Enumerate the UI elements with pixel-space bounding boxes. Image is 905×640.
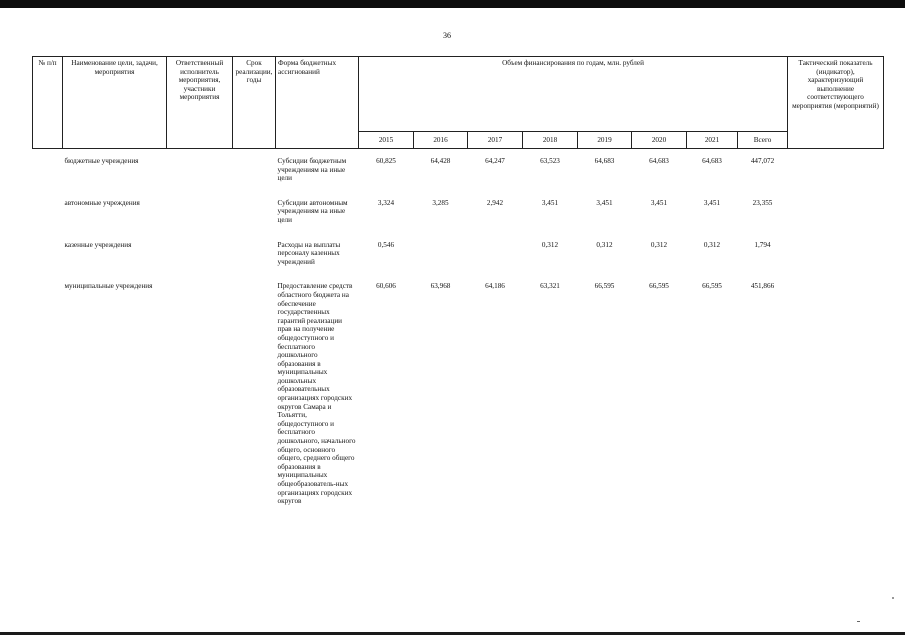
header-year: 2015 — [359, 132, 414, 149]
header-responsible: Ответственный исполнитель мероприятия, участники мероприятия — [167, 57, 233, 149]
header-year: 2021 — [687, 132, 738, 149]
scan-speck — [857, 621, 860, 622]
header-indicator: Тактический показатель (индикатор), характеризующий выполнение соответствующего мероприятия (мероприятий) — [788, 57, 884, 149]
value-cell — [468, 233, 523, 275]
row-indicator — [788, 233, 884, 275]
table-row — [33, 191, 884, 233]
value-cell: 0,312 — [596, 240, 613, 249]
table-row — [33, 274, 884, 513]
value-cell: 63,968 — [430, 282, 451, 291]
row-responsible — [167, 149, 233, 191]
row-term — [233, 191, 276, 233]
value-cell — [414, 233, 468, 275]
header-year: 2017 — [468, 132, 523, 149]
row-responsible — [167, 233, 233, 275]
value-cell: 3,451 — [703, 198, 721, 207]
value-cell: 2,942 — [486, 198, 504, 207]
row-responsible — [167, 191, 233, 233]
value-cell: 64,683 — [649, 157, 669, 165]
row-term — [233, 274, 276, 513]
value-cell: 3,285 — [432, 198, 449, 207]
table-row — [33, 149, 884, 191]
row-num — [33, 191, 63, 233]
row-term — [233, 233, 276, 275]
header-year: 2020 — [632, 132, 687, 149]
header-num: № п/п — [33, 57, 63, 149]
value-cell: 66,595 — [594, 282, 615, 291]
row-indicator — [788, 149, 884, 191]
value-cell: 63,321 — [540, 282, 560, 291]
header-year-total: Всего — [738, 132, 788, 149]
total-cell: 1,794 — [754, 240, 771, 249]
row-form: Расходы на выплаты персоналу казенных учреждений — [277, 240, 341, 266]
value-cell: 63,523 — [540, 157, 560, 165]
value-cell: 3,451 — [596, 198, 613, 207]
header-year: 2018 — [523, 132, 578, 149]
header-name: Наименование цели, задачи, мероприятия — [63, 57, 167, 149]
scan-speck — [892, 597, 894, 599]
row-indicator — [788, 274, 884, 513]
value-cell: 64,186 — [485, 282, 505, 291]
value-cell: 0,312 — [703, 240, 721, 249]
row-form: Субсидии бюджетным учреждениям на иные цели — [277, 157, 347, 183]
total-cell: 23,355 — [752, 198, 773, 207]
value-cell: 64,683 — [702, 157, 722, 165]
header-row — [33, 57, 884, 132]
row-name: казенные учреждения — [64, 240, 132, 249]
page-number: 36 — [443, 31, 451, 40]
row-num — [33, 149, 63, 191]
header-form: Форма бюджетных ассигнований — [276, 57, 359, 149]
value-cell: 64,247 — [485, 157, 505, 165]
header-volume: Объем финансирования по годам, млн. рублей — [359, 57, 788, 132]
row-name: бюджетные учреждения — [64, 157, 139, 165]
header-year: 2016 — [414, 132, 468, 149]
row-form: Субсидии автономным учреждениям на иные цели — [277, 198, 348, 224]
value-cell: 3,451 — [650, 198, 668, 207]
financing-table — [32, 56, 884, 514]
row-responsible — [167, 274, 233, 513]
row-num — [33, 233, 63, 275]
row-name: автономные учреждения — [64, 198, 140, 207]
row-term — [233, 149, 276, 191]
row-name: муниципальные учреждения — [64, 282, 153, 291]
value-cell: 3,324 — [377, 198, 395, 207]
header-term: Срок реализации, годы — [233, 57, 276, 149]
value-cell: 0,546 — [377, 240, 395, 249]
value-cell: 64,683 — [594, 157, 615, 165]
value-cell: 0,312 — [541, 240, 559, 249]
value-cell: 64,428 — [430, 157, 451, 165]
total-cell: 451,866 — [750, 282, 775, 291]
total-cell: 447,072 — [750, 157, 775, 165]
row-form: Предоставление средств областного бюджета на обеспечение государственных гарантий реализации прав на получение общедоступного и бесплатного дошкольного образования в муниципальных дошкольных образовательных организациях городских округов Самара и Тольятти, общедоступного и бесплатного дошкольного, начального общего, основного общего, среднего общего образования в муниципальных общеобразователь-ных организациях городских округов — [277, 282, 356, 506]
value-cell: 60,606 — [376, 282, 396, 291]
table-row — [33, 233, 884, 275]
value-cell: 66,595 — [702, 282, 722, 291]
row-indicator — [788, 191, 884, 233]
value-cell: 66,595 — [649, 282, 669, 291]
scan-bottom-border — [0, 632, 905, 635]
value-cell: 0,312 — [650, 240, 668, 249]
value-cell: 60,825 — [376, 157, 396, 165]
scan-top-border — [0, 0, 905, 8]
value-cell: 3,451 — [541, 198, 559, 207]
header-year: 2019 — [578, 132, 632, 149]
row-num — [33, 274, 63, 513]
